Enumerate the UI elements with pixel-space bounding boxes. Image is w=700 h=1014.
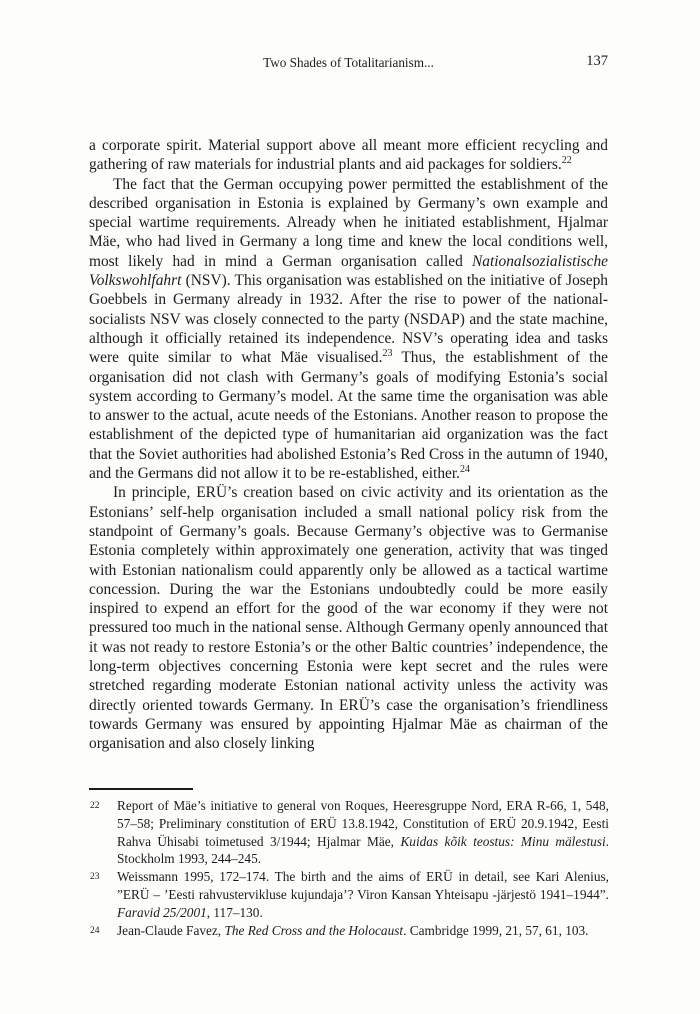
text-run: Jean-Claude Favez, (117, 922, 225, 938)
paragraph-nsv (89, 175, 608, 484)
footnote-marker: 22 (90, 801, 100, 811)
footnote-24 (89, 922, 609, 940)
text-run: Weissmann 1995, 172–174. The birth and the aims of ERÜ in detail, see Kari Alenius, ”ERÜ – ’Eesti rahvustervikluse kujundaja’? Viron Kansan Yhteisapu -järjestö 1941–1944”. (117, 869, 609, 902)
footnote-marker: 23 (90, 872, 100, 883)
text-run: Kuidas kõik teostus: Minu mälestusi (400, 833, 606, 849)
text-run: Faravid 25/2001 (117, 904, 207, 920)
footnote-marker: 24 (90, 925, 100, 936)
text-run: The fact that the German occupying power permitted the establishment of the described organisation in Estonia is explained by Germany’s own example and special wartime requirements. Already when he initiated establishment, Hjalmar Mäe, who had lived in Germany a long time and knew the local conditions well, most likely had in mind a German organisation called (89, 175, 608, 270)
text-run: Thus, the establishment of the organisation did not clash with Germany’s goals of modifying Estonia’s social system according to Germany’s model. At the same time the organisation was able to answer to the actual, acute needs of the Estonians. Another reason to propose the establishment of the depicted type of humanitarian aid organization was the fact that the Soviet authorities had abolished Estonia’s Red Cross in the autumn of 1940, and the Germans did not allow it to be re-established, either. (89, 349, 608, 483)
footnote-text (117, 798, 609, 866)
running-title: Two Shades of Totalitarianism... (263, 55, 434, 70)
page-number: 137 (586, 53, 608, 69)
footnote-separator (89, 788, 193, 790)
footnote-23 (89, 868, 609, 921)
footnote-reference: 23 (382, 348, 393, 360)
text-run: a corporate spirit. Material support above all meant more efficient recycling and gathering of raw materials for industrial plants and aid packages for soldiers. (89, 137, 608, 174)
text-run: Report of Mäe’s initiative to general von Roques, Heeresgruppe Nord, ERA R-66, 1, 548, 57–58; Preliminary constitution of ERÜ 13.8.1942, Constitution of ERÜ 20.9.1942, Eesti Rahva Ühisabi toimetused 3/1944; Hjalmar Mäe, (117, 798, 609, 849)
page-header (89, 55, 608, 73)
footnotes-section (89, 797, 609, 939)
text-run: Nationalsozialistische Volkswohlfahrt (89, 252, 608, 290)
body-text (89, 136, 608, 754)
text-run: . Stockholm 1993, 244–245. (117, 833, 609, 867)
footnote-reference: 22 (561, 155, 572, 167)
footnote-text (117, 923, 589, 938)
text-run: , 117–130. (206, 904, 263, 920)
paragraph-eru-risk (89, 483, 608, 753)
footnote-22 (89, 797, 609, 868)
text-run: (NSV). This organisation was established on the initiative of Joseph Goebbels in Germany already in 1932. After the rise to power of the national-socialists NSV was closely connected to the party (NSDAP) and the state machine, although it officially retained its independence. NSV’s operating idea and tasks were quite similar to what Mäe visualised. (89, 272, 608, 367)
text-run: The Red Cross and the Holocaust (224, 922, 404, 938)
footnote-reference: 24 (459, 463, 470, 475)
text-run: . Cambridge 1999, 21, 57, 61, 103. (403, 922, 589, 938)
text-run: In principle, ERÜ’s creation based on civic activity and its orientation as the Estonians’ self-help organisation included a small national policy risk from the standpoint of Germany’s goals. Because Germany’s objective was to Germanise Estonia completely within approximately one generation, activity that was tinged with Estonian nationalism could apparently only be allowed as a tactical wartime concession. During the war the Estonians undoubtedly could be more easily inspired to expend an effort for the good of the war economy if they were not pressured too much in the national sense. Although Germany openly announced that it was not ready to restore Estonia’s or the other Baltic countries’ independence, the long-term objectives concerning Estonia were kept secret and the rules were stretched regarding moderate Estonian national activity unless the activity was directly oriented towards Germany. In ERÜ’s case the organisation’s friendliness towards Germany was ensured by appointing Hjalmar Mäe as chairman of the organisation and also closely linking (89, 484, 608, 753)
paragraph-continuation (89, 136, 608, 175)
footnote-text (117, 869, 609, 920)
